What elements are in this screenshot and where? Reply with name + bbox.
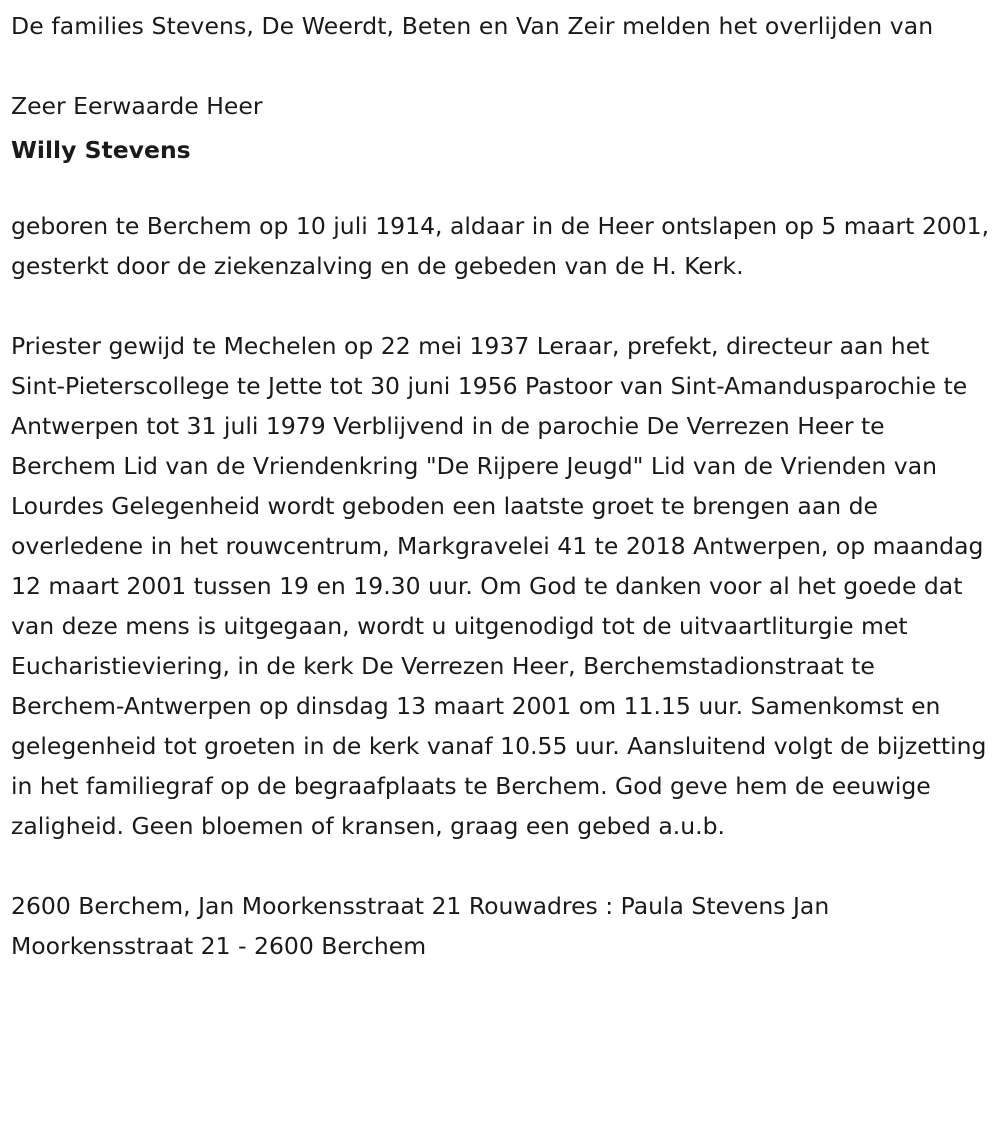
- biography-text: Priester gewijd te Mechelen op 22 mei 1937 Leraar, prefekt, directeur aan het Sint-Pieterscollege te Jette tot 30 juni 1956 Pastoor van Sint-Amandusparochie te Antwerpen tot 31 juli 1979 Verblijvend in de parochie De Verrezen Heer te Berchem Lid van de Vriendenkring "De Rijpere Jeugd" Lid van de Vrienden van Lourdes Gelegenheid wordt geboden een laatste groet te brengen aan de overledene in het rouwcentrum, Markgravelei 41 te 2018 Antwerpen, op maandag 12 maart 2001 tussen 19 en 19.30 uur. Om God te danken voor al het goede dat van deze mens is uitgegaan, wordt u uitgenodigd tot de uitvaartliturgie met Eucharistieviering, in de kerk De Verrezen Heer, Berchemstadionstraat te Berchem-Antwerpen op dinsdag 13 maart 2001 om 11.15 uur. Samenkomst en gelegenheid tot groeten in de kerk vanaf 10.55 uur. Aansluitend volgt de bijzetting in het familiegraf op de begraafplaats te Berchem. God geve hem de eeuwige zaligheid. Geen bloemen of kransen, graag een gebed a.u.b.: [11, 332, 987, 840]
- honorific-title: Zeer Eerwaarde Heer: [11, 92, 263, 120]
- intro-text: De families Stevens, De Weerdt, Beten en Van Zeir melden het overlijden van: [11, 12, 934, 40]
- birth-death-text: geboren te Berchem op 10 juli 1914, aldaar in de Heer ontslapen op 5 maart 2001, gesterkt door de ziekenzalving en de gebeden van de H. Kerk.: [11, 212, 990, 280]
- deceased-name: Willy Stevens: [11, 136, 191, 164]
- spacer: [11, 46, 990, 86]
- spacer: [11, 174, 990, 206]
- spacer: [11, 846, 990, 886]
- address-text: 2600 Berchem, Jan Moorkensstraat 21 Rouwadres : Paula Stevens Jan Moorkensstraat 21 - 2600 Berchem: [11, 892, 830, 960]
- spacer: [11, 286, 990, 326]
